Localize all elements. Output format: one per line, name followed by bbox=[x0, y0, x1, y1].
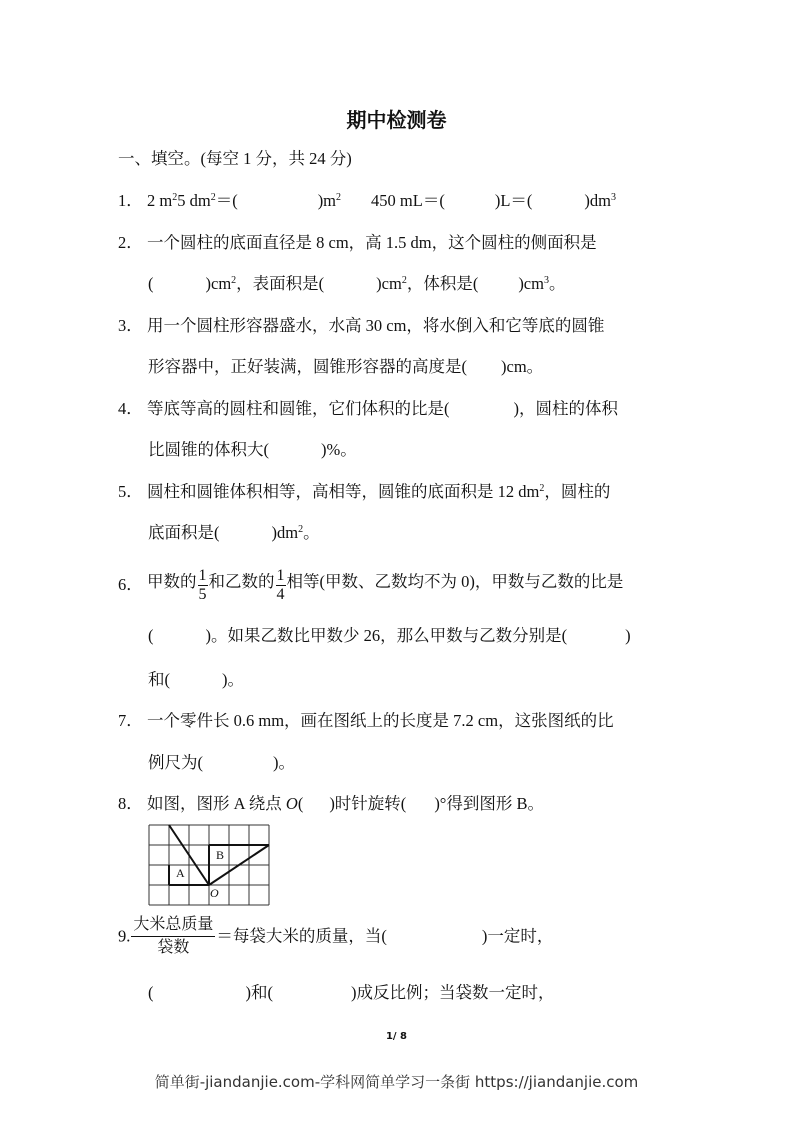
fraction-one-fifth: $\frac{1}{5}$ bbox=[198, 567, 207, 603]
question-9-line2: ( )和( )成反比例；当袋数一定时， bbox=[148, 983, 555, 1002]
question-5-line2: 底面积是( )$dm^2$。 bbox=[148, 523, 320, 542]
question-5: 5． 圆柱和圆锥体积相等，高相等，圆锥的底面积是 12 $dm^2$，圆柱的 bbox=[118, 482, 611, 501]
question-2-line2: ( )$cm^2$，表面积是( )$cm^2$，体积是( )$cm^3$。 bbox=[148, 274, 566, 293]
fraction-one-fourth: $\frac{1}{4}$ bbox=[276, 567, 285, 603]
question-1: 1． 2 $m^25$ $dm^2=$( )$m^2$ 450 mL＝( )L＝( )$dm^3$ bbox=[118, 191, 616, 210]
label-b: B bbox=[216, 848, 225, 862]
footer-watermark: 简单街-jiandanjie.com-学科网简单学习一条街 https://jiandanjie.com bbox=[154, 1073, 639, 1091]
question-8: 8． 如图，图形 A 绕点 O( )时针旋转( )°得到图形 B。 bbox=[118, 794, 545, 813]
label-o: O bbox=[210, 886, 219, 900]
question-2: 2． 一个圆柱的底面直径是 8 cm，高 1.5 dm，这个圆柱的侧面积是 bbox=[118, 233, 597, 252]
question-6-line3: 和( )。 bbox=[148, 670, 244, 689]
section-heading: 一、填空。(每空 1 分，共 24 分) bbox=[118, 149, 352, 168]
question-4-line2: 比圆锥的体积大( )%。 bbox=[148, 440, 357, 459]
fraction-rice: $\frac{\text{大米总质量}}{\text{袋数}}$ bbox=[133, 916, 214, 956]
question-9: 9. $\frac{\text{大米总质量}}{\text{袋数}}$ ＝每袋大米的质量，当( )一定时， bbox=[118, 914, 553, 959]
question-3: 3． 用一个圆柱形容器盛水，水高 30 cm，将水倒入和它等底的圆锥 bbox=[118, 316, 605, 335]
question-3-line2: 形容器中，正好装满，圆锥形容器的高度是( )cm。 bbox=[148, 357, 544, 376]
page-title: 期中检测卷 bbox=[346, 108, 447, 132]
question-6-line2: ( )。如果乙数比甲数少 26，那么甲数与乙数分别是( ) bbox=[148, 626, 631, 645]
page-number: 1/ 8 bbox=[385, 1031, 408, 1042]
question-4: 4． 等底等高的圆柱和圆锥，它们体积的比是( )，圆柱的体积 bbox=[118, 399, 618, 418]
question-7-line2: 例尺为( )。 bbox=[148, 753, 295, 772]
question-6: 6． 甲数的 $\frac{1}{5}$ 和乙数的 $\frac{1}{4}$ 相等(甲数、乙数均不为 0)，甲数与乙数的比是 bbox=[118, 567, 624, 603]
question-7: 7． 一个零件长 0.6 mm，画在图纸上的长度是 7.2 cm，这张图纸的比 bbox=[118, 711, 614, 730]
rotation-figure bbox=[148, 824, 272, 913]
label-a: A bbox=[176, 866, 185, 880]
